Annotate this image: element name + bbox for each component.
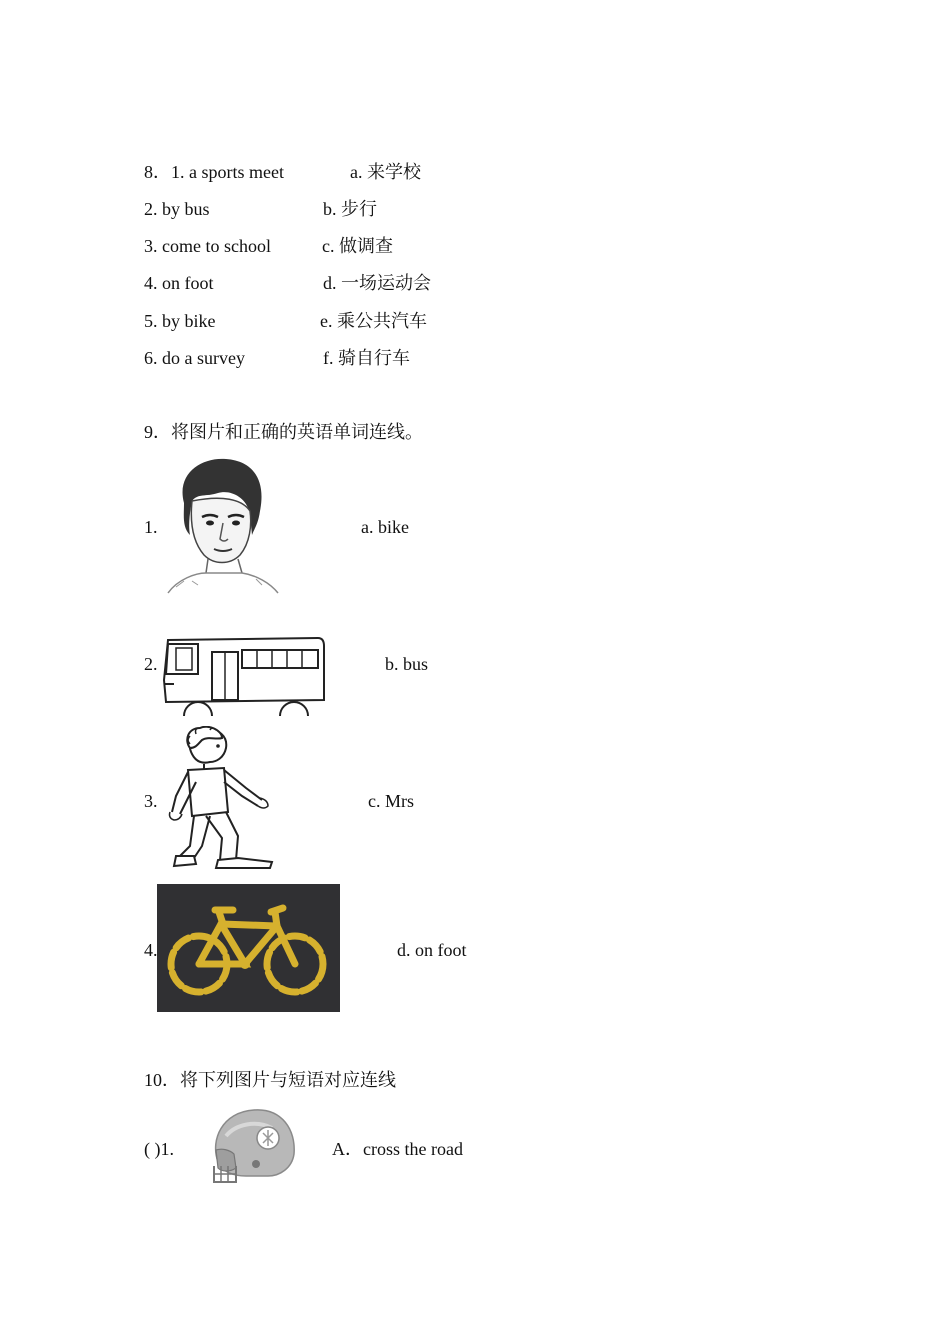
q8-row-2-right: b. 步行: [323, 199, 377, 219]
helmet-icon: [206, 1106, 298, 1186]
man-portrait-icon: [162, 455, 280, 597]
q9-title: 9．将图片和正确的英语单词连线。: [144, 422, 423, 442]
q10-title: 10．将下列图片与短语对应连线: [144, 1070, 396, 1090]
q8-row-1-right: a. 来学校: [350, 162, 421, 182]
q8-row-6-left: 6. do a survey: [144, 348, 245, 368]
q8-row-5-left: 5. by bike: [144, 311, 216, 331]
q10-item-1-phrase: A．cross the road: [332, 1139, 463, 1159]
q9-item-1-word: a. bike: [361, 517, 409, 537]
bus-icon: [162, 634, 328, 718]
q8-row-5-right: e. 乘公共汽车: [320, 311, 427, 331]
bicycle-road-sign-icon: [157, 884, 340, 1012]
q9-item-2-word: b. bus: [385, 654, 429, 674]
q9-item-4-number: 4.: [144, 940, 158, 960]
q8-row-4-right: d. 一场运动会: [323, 273, 431, 293]
q8-row-4-left: 4. on foot: [144, 273, 214, 293]
q8-row-1-left: 8．1. a sports meet: [144, 162, 284, 182]
q10-item-1-bracket: ( )1.: [144, 1139, 174, 1159]
q9-item-3-word: c. Mrs: [368, 791, 414, 811]
q8-row-3-left: 3. come to school: [144, 236, 271, 256]
q9-item-2-number: 2.: [144, 654, 158, 674]
q8-row-2-left: 2. by bus: [144, 199, 210, 219]
q9-item-3-number: 3.: [144, 791, 158, 811]
q8-row-6-right: f. 骑自行车: [323, 348, 410, 368]
q8-row-3-right: c. 做调查: [322, 236, 393, 256]
q9-item-4-word: d. on foot: [397, 940, 467, 960]
walking-boy-icon: [166, 726, 276, 870]
q9-item-1-number: 1.: [144, 517, 158, 537]
